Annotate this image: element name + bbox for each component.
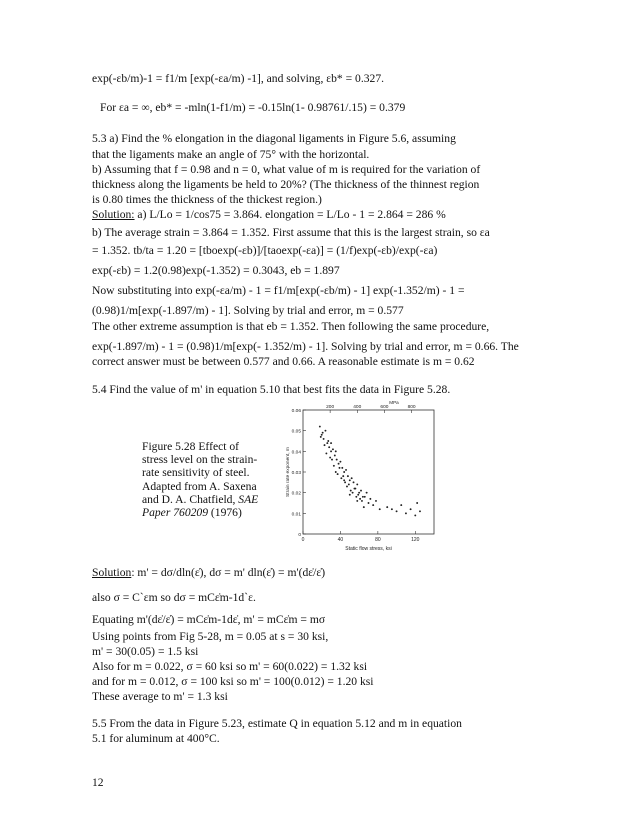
solution-5-4-line: and for m = 0.012, σ = 100 ksi so m' = 100(0.012) = 1.20 ksi [92,675,374,688]
scatter-point [351,477,353,479]
scatter-point [335,471,337,473]
scatter-point [328,446,330,448]
figure-5-28-scatter-plot [284,398,447,556]
figure-caption-line: rate sensitivity of steel. [142,466,250,479]
solution-line: b) The average strain = 3.864 = 1.352. First assume that this is the largest strain, so εa [92,226,490,239]
figure-caption-line: Figure 5.28 Effect of [142,440,240,453]
solution-line: exp(-1.897/m) - 1 = (0.98)1/m[exp(- 1.352/m) - 1]. Solving by trial and error, m = 0.66. The [92,340,519,353]
y-tick-label: 0.01 [291,512,301,518]
y-tick-label: 0.05 [291,429,301,435]
scatter-point [325,452,327,454]
solution-label: Solution [92,566,132,579]
problem-5-3-statement: 5.3 a) Find the % elongation in the diagonal ligaments in Figure 5.6, assuming [92,132,456,145]
scatter-point [353,481,355,483]
scatter-point [326,442,328,444]
scatter-point [369,498,371,500]
scatter-point [356,500,358,502]
scatter-point [364,496,366,498]
scatter-point [338,463,340,465]
scatter-point [419,510,421,512]
equation-line-2: For εa = ∞, eb* = -mln(1-f1/m) = -0.15ln(1- 0.98761/.15) = 0.379 [100,101,406,114]
scatter-point [322,432,324,434]
top-tick-label: 600 [380,405,389,410]
page-number: 12 [92,776,104,789]
figure-caption-line: and D. A. Chatfield, SAE [142,493,259,506]
solution-5-4-line: These average to m' = 1.3 ksi [92,690,228,703]
problem-5-3-line: b) Assuming that f = 0.98 and n = 0, what value of m is required for the variation of [92,163,481,176]
scatter-point [324,444,326,446]
scatter-point [323,438,325,440]
x-tick-label: 120 [411,537,420,543]
problem-5-3-line: that the ligaments make an angle of 75° with the horizontal. [92,148,370,161]
figure-caption-line: Adapted from A. Saxena [142,480,257,493]
y-tick-label: 0.04 [291,450,301,456]
scatter-point [327,440,329,442]
solution-5-4-line: Solution: m' = dσ/dln(ε̇), dσ = m' dln(ε̇) = m'(dε̇/ε̇) [92,566,326,579]
scatter-point [346,486,348,488]
scatter-point [325,430,327,432]
solution-5-4-line: Using points from Fig 5-28, m = 0.05 at s = 30 ksi, [92,630,329,643]
figure-caption-line: Paper 760209 (1976) [142,506,242,519]
problem-5-3-line: thickness along the ligaments be held to 20%? (The thickness of the thinnest region [92,178,480,191]
scatter-point [357,494,359,496]
scatter-point [344,481,346,483]
scatter-point [320,436,322,438]
scatter-point [329,457,331,459]
scatter-point [375,500,377,502]
y-tick-label: 0.03 [291,471,301,476]
scatter-point [335,450,337,452]
solution-line: Now substituting into exp(-εa/m) - 1 = f1/m[exp(-εb/m) - 1] exp(-1.352/m) - 1 = [92,284,465,297]
scatter-point [343,479,345,481]
scatter-point [321,434,323,436]
top-tick-label: 200 [326,405,335,410]
scatter-point [340,477,342,479]
scatter-point [333,465,335,467]
scatter-point [363,506,365,508]
problem-5-5-statement: 5.5 From the data in Figure 5.23, estimate Q in equation 5.12 and m in equation [92,717,462,730]
top-axis-label: MPa [389,400,399,405]
scatter-point [354,488,356,490]
solution-line: (0.98)1/m[exp(-1.897/m) - 1]. Solving by trial and error, m = 0.577 [92,304,404,317]
scatter-point [334,455,336,457]
scatter-point [379,508,381,510]
scatter-point [368,502,370,504]
solution-line: correct answer must be between 0.577 and 0.66. A reasonable estimate is m = 0.62 [92,355,475,368]
equation-line-1: exp(-εb/m)-1 = f1/m [exp(-εa/m) -1], and solving, εb* = 0.327. [92,72,385,85]
x-tick-label: 40 [337,537,344,543]
scatter-point [336,459,338,461]
scatter-point [352,492,354,494]
solution-line: Solution: a) L/Lo = 1/cos75 = 3.864. elongation = L/Lo - 1 = 2.864 = 286 % [92,208,446,221]
scatter-point [405,512,407,514]
scatter-point [349,494,351,496]
scatter-point [339,467,341,469]
x-tick-label: 0 [301,537,305,543]
scatter-point [337,473,339,475]
scatter-point [416,502,418,504]
scatter-point [361,500,363,502]
solution-line: The other extreme assumption is that eb = 1.352. Then following the same procedure, [92,320,490,333]
y-tick-label: 0.02 [291,491,301,497]
scatter-point [347,475,349,477]
scatter-point [410,508,412,510]
scatter-point [341,467,343,469]
y-tick-label: 0 [298,533,301,538]
figure-caption-line: stress level on the strain- [142,453,258,466]
scatter-point [319,426,321,428]
scatter-point [358,492,360,494]
scatter-point [348,483,350,485]
x-axis-label: Static flow stress, ksi [345,546,392,552]
scatter-point [331,459,333,461]
scatter-point [339,461,341,463]
scatter-point [330,450,332,452]
top-tick-label: 400 [353,405,362,410]
scatter-point [345,469,347,471]
problem-5-5-line: 5.1 for aluminum at 400°C. [92,732,220,745]
scatter-point [360,490,362,492]
scatter-point [343,471,345,473]
scatter-point [372,504,374,506]
scatter-point [414,514,416,516]
solution-5-4-line: Also for m = 0.022, σ = 60 ksi so m' = 60(0.022) = 1.32 ksi [92,660,368,673]
y-tick-label: 0.06 [291,409,301,414]
scatter-point [356,483,358,485]
solution-5-4-line: also σ = C`εm so dσ = mCε̇m-1d`ε. [92,591,256,604]
solution-line: = 1.352. tb/ta = 1.20 = [tboexp(-εb)]/[taoexp(-εa)] = (1/f)exp(-εb)/exp(-εa) [92,244,438,257]
y-axis-label: Strain rate exponent, m [286,447,291,497]
scatter-point [332,448,334,450]
scatter-point [359,498,361,500]
scatter-point [400,504,402,506]
scatter-point [362,496,364,498]
scatter-point [355,496,357,498]
solution-5-4-line: m' = 30(0.05) = 1.5 ksi [92,645,199,658]
x-tick-label: 80 [375,537,381,543]
solution-line: exp(-εb) = 1.2(0.98)exp(-1.352) = 0.3043, eb = 1.897 [92,264,340,277]
scatter-point [342,475,344,477]
scatter-point [391,508,393,510]
scatter-point [396,510,398,512]
problem-5-4-statement: 5.4 Find the value of m' in equation 5.10 that best fits the data in Figure 5.28. [92,383,451,396]
scatter-point [349,479,351,481]
scatter-point [330,442,332,444]
top-tick-label: 800 [407,405,416,410]
scatter-point [366,492,368,494]
problem-5-3-line: is 0.80 times the thickness of the thickest region.) [92,193,322,206]
scatter-point [386,506,388,508]
solution-5-4-line: Equating m'(dε̇/ε̇) = mCε̇m-1dε̇, m' = mCε̇m = mσ [92,613,326,626]
solution-label: Solution: [92,208,135,221]
scatter-point [350,490,352,492]
